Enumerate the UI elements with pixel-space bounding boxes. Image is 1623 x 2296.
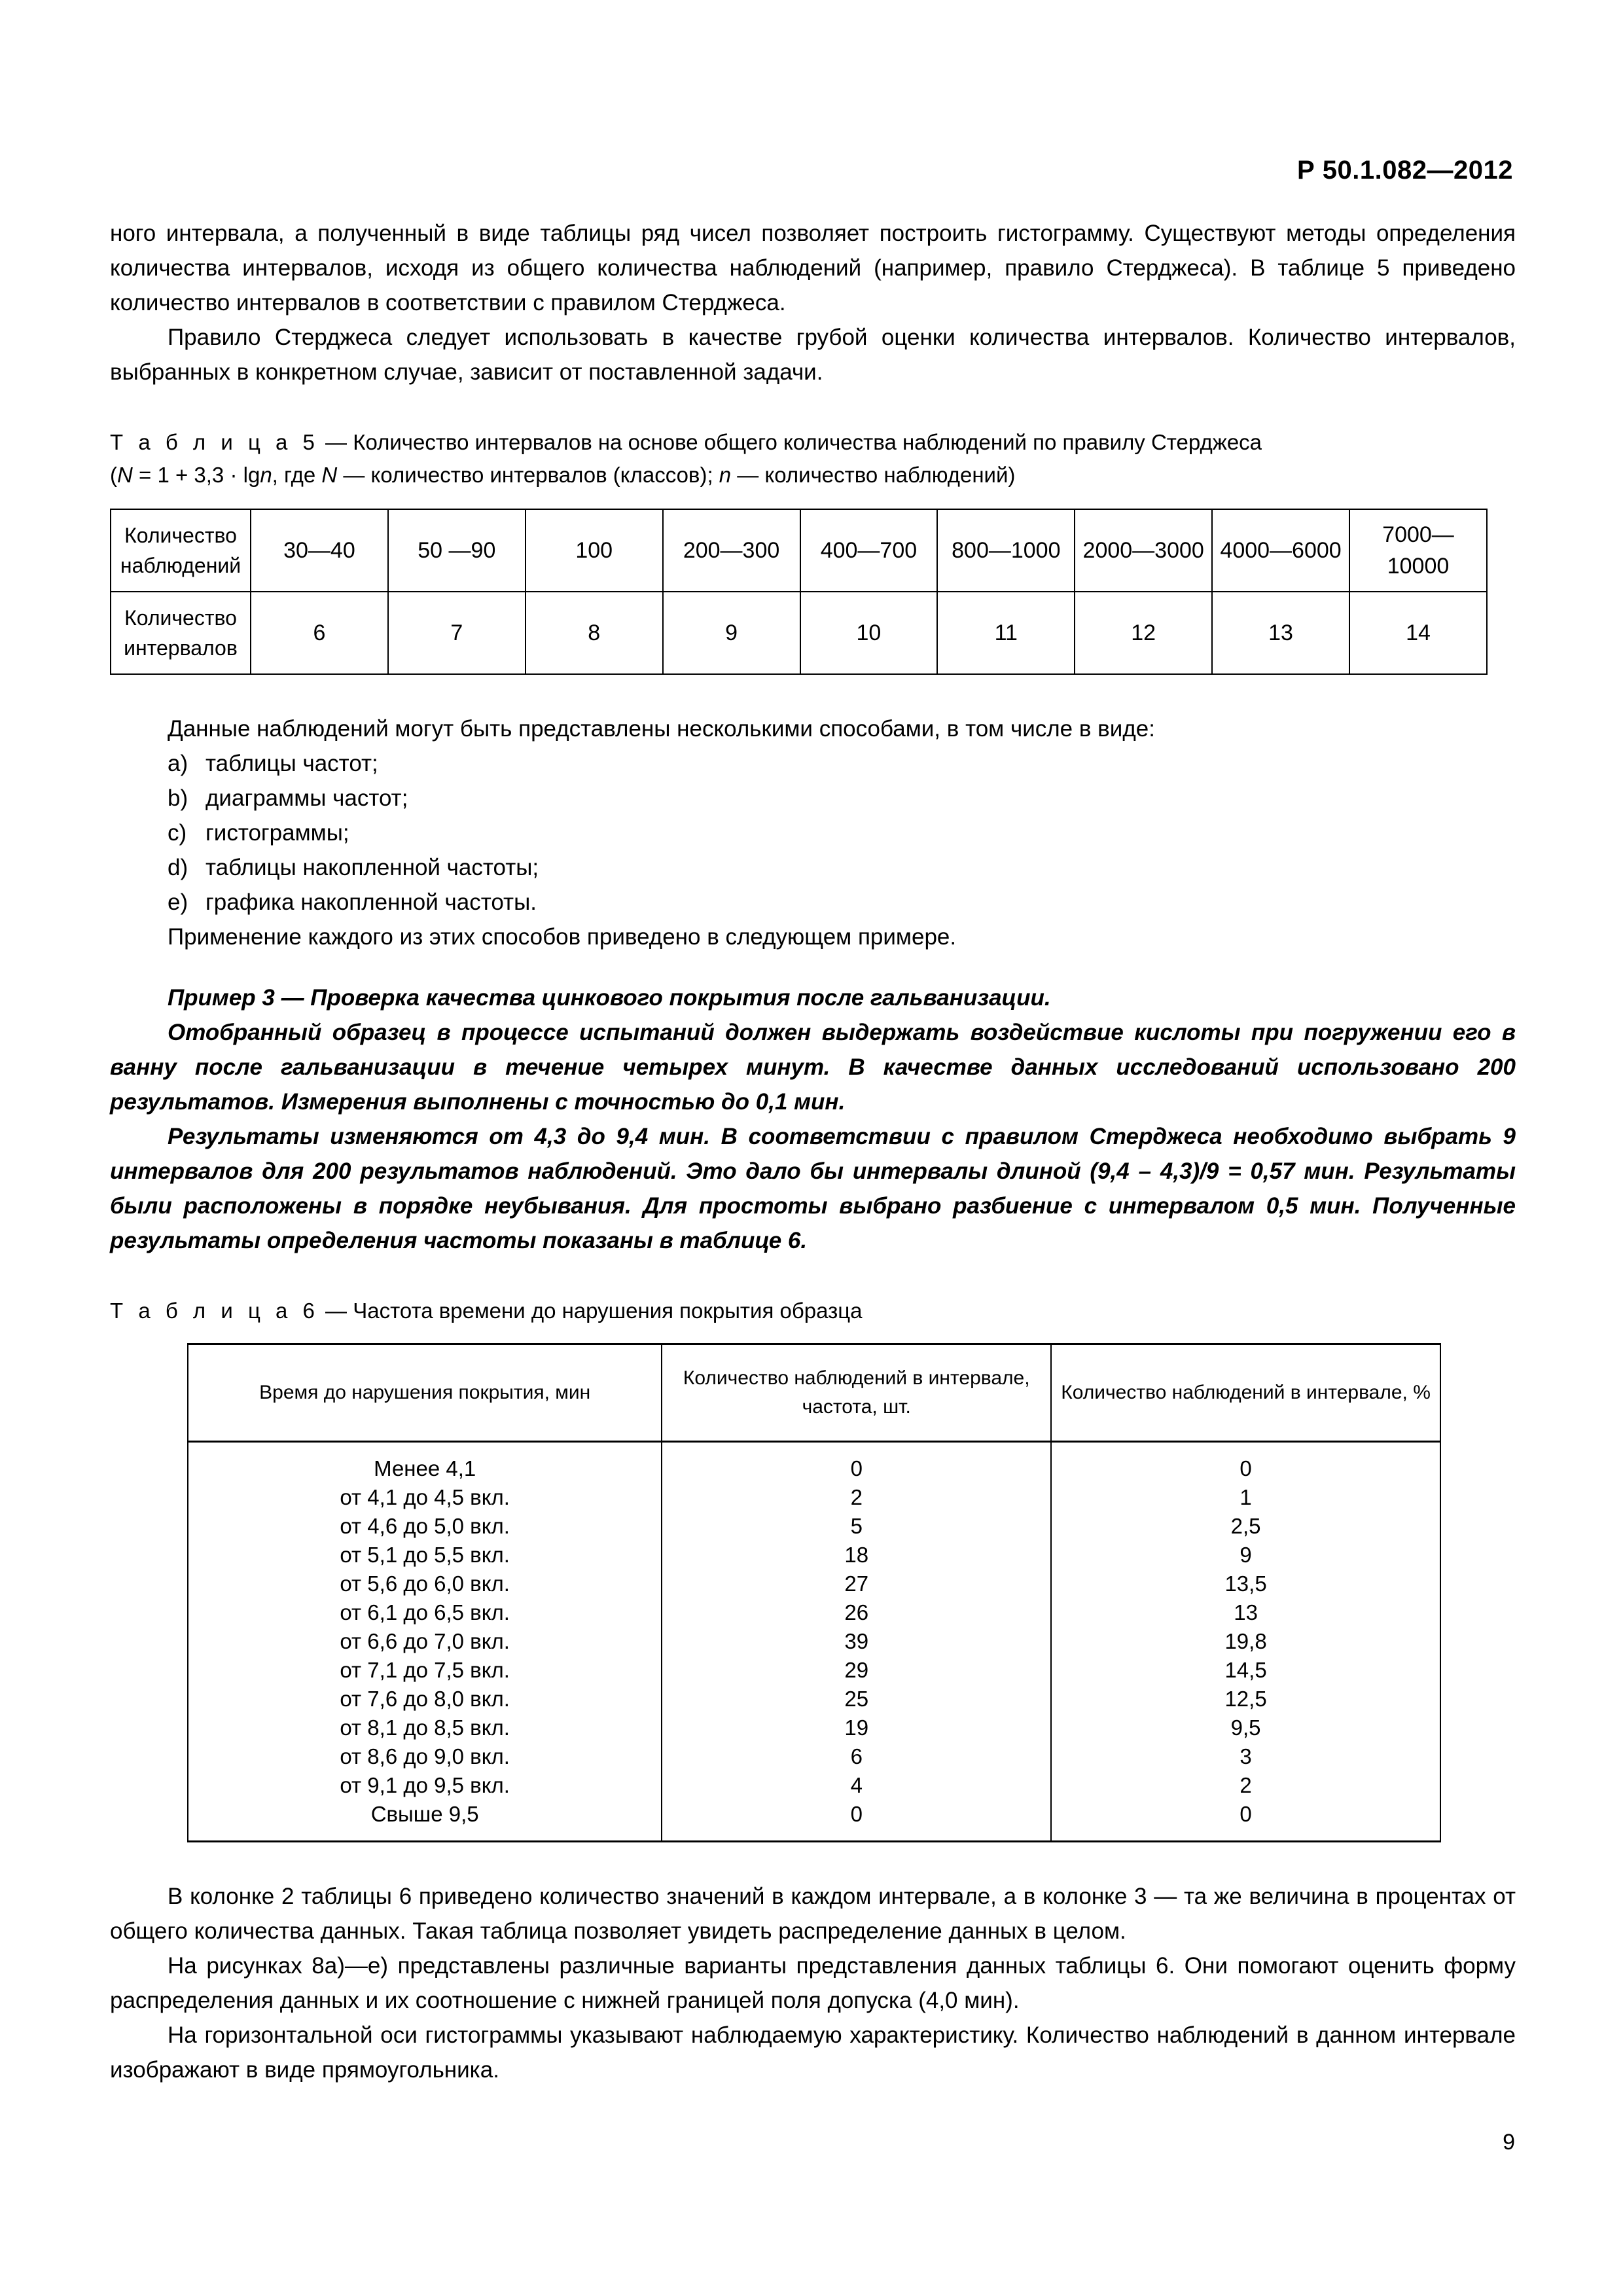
- example-paragraph-2: Результаты изменяются от 4,3 до 9,4 мин. В соответствии с правилом Стерджеса необходимо выбрать 9 интервалов для 200 результатов наблюдений. Это дало бы интервалы длиной (9,4 – 4,3)/9 = 0,57 мин. Результаты были расположены в порядке неубывания. Для простоты выбрано разбиение с интервалом 0,5 мин. Полученные результаты определения частоты показаны в таблице 6.: [110, 1124, 1516, 1253]
- formula-end: — количество наблюдений): [731, 463, 1016, 487]
- table5-cell-obs-4: 400—700: [800, 509, 938, 592]
- table5-cell-int-7: 13: [1212, 592, 1349, 674]
- table6-cell-percent: 0: [1051, 1800, 1440, 1842]
- table6-cell-count: 25: [662, 1685, 1051, 1713]
- table5-cell-int-4: 10: [800, 592, 938, 674]
- list-item-marker: d): [168, 855, 188, 880]
- table5-cell-obs-1: 50 —90: [388, 509, 526, 592]
- table6-cell-percent: 2,5: [1051, 1512, 1440, 1541]
- list-item-label: графика накопленной частоты.: [205, 889, 537, 915]
- table6-cell-interval: от 7,6 до 8,0 вкл.: [188, 1685, 662, 1713]
- table6-cell-interval: от 5,6 до 6,0 вкл.: [188, 1570, 662, 1598]
- table6-column-header-count: Количество наблюдений в интервале, частота, шт.: [662, 1344, 1051, 1442]
- table5-rowheader-intervals: Количество интервалов: [111, 592, 251, 674]
- table6: [187, 1343, 1441, 1842]
- table6-cell-interval: от 8,6 до 9,0 вкл.: [188, 1742, 662, 1771]
- paragraph-3: Данные наблюдений могут быть представлены несколькими способами, в том числе в виде:: [168, 716, 1155, 742]
- table5-cell-int-6: 12: [1075, 592, 1212, 674]
- table6-cell-interval: Свыше 9,5: [188, 1800, 662, 1842]
- table6-cell-percent: 9: [1051, 1541, 1440, 1570]
- table5-cell-int-8: 14: [1349, 592, 1487, 674]
- table-row: [188, 1771, 1440, 1800]
- formula-var-n-3: N: [321, 463, 338, 487]
- table6-column-header-interval: Время до нарушения покрытия, мин: [188, 1344, 662, 1442]
- table6-cell-interval: от 9,1 до 9,5 вкл.: [188, 1771, 662, 1800]
- table6-caption-dash: —: [319, 1299, 353, 1323]
- table5-cell-obs-3: 200—300: [663, 509, 800, 592]
- table5-cell-int-5: 11: [937, 592, 1075, 674]
- table6-cell-interval: от 5,1 до 5,5 вкл.: [188, 1541, 662, 1570]
- table-row: [188, 1598, 1440, 1627]
- table5: [110, 509, 1488, 675]
- table6-cell-percent: 2: [1051, 1771, 1440, 1800]
- example-title: Пример 3 — Проверка качества цинкового покрытия после гальванизации.: [168, 985, 1051, 1011]
- table-row: [188, 1442, 1440, 1484]
- table5-cell-obs-7: 4000—6000: [1212, 509, 1349, 592]
- table6-cell-interval: от 4,1 до 4,5 вкл.: [188, 1483, 662, 1512]
- formula-var-n-1: N: [117, 463, 133, 487]
- paragraph-4: Применение каждого из этих способов приведено в следующем примере.: [168, 924, 957, 950]
- paragraph-2: Правило Стерджеса следует использовать в качестве грубой оценки количества интервалов. Количество интервалов, выбранных в конкретном случае, зависит от поставленной задачи.: [110, 325, 1516, 385]
- example-paragraph-1: Отобранный образец в процессе испытаний должен выдержать воздействие кислоты при погружении его в ванну после гальванизации в течение четырех минут. В качестве данных исследований использовано 200 результатов. Измерения выполнены с точностью до 0,1 мин.: [110, 1020, 1516, 1115]
- list-item-marker: b): [168, 785, 188, 811]
- table6-cell-percent: 12,5: [1051, 1685, 1440, 1713]
- table5-caption-formula: [110, 459, 1516, 492]
- formula-open-paren: (: [110, 463, 117, 487]
- table5-wrapper: [110, 509, 1516, 675]
- table6-cell-count: 27: [662, 1570, 1051, 1598]
- table5-cell-int-0: 6: [251, 592, 388, 674]
- formula-var-n-4: n: [719, 463, 732, 487]
- table6-cell-percent: 13: [1051, 1598, 1440, 1627]
- table5-row-observations: [111, 509, 1487, 592]
- table6-cell-interval: от 8,1 до 8,5 вкл.: [188, 1713, 662, 1742]
- list-item: [110, 850, 1516, 885]
- table6-cell-count: 5: [662, 1512, 1051, 1541]
- table-row: [188, 1627, 1440, 1656]
- list-item-label: гистограммы;: [205, 820, 349, 846]
- table6-cell-count: 18: [662, 1541, 1051, 1570]
- table6-cell-interval: от 4,6 до 5,0 вкл.: [188, 1512, 662, 1541]
- page-number: 9: [1503, 2130, 1515, 2155]
- table6-body: [188, 1442, 1440, 1842]
- list-item: [110, 885, 1516, 920]
- table5-caption-label: Т а б л и ц а 5: [110, 430, 319, 454]
- table-row: [188, 1742, 1440, 1771]
- table5-cell-obs-0: 30—40: [251, 509, 388, 592]
- table-row: [188, 1541, 1440, 1570]
- table-row: [188, 1685, 1440, 1713]
- table-row: [188, 1483, 1440, 1512]
- table6-cell-percent: 13,5: [1051, 1570, 1440, 1598]
- paragraph-1: ного интервала, а полученный в виде таблицы ряд чисел позволяет построить гистограмму. Существуют методы определения количества интервалов, исходя из общего количества наблюдений (например, правило Стерджеса). В таблице 5 приведено количество интервалов в соответствии с правилом Стерджеса.: [110, 221, 1516, 315]
- table-row: [188, 1512, 1440, 1541]
- list-item-marker: e): [168, 889, 188, 915]
- table6-cell-interval: Менее 4,1: [188, 1442, 662, 1484]
- paragraph-5: В колонке 2 таблицы 6 приведено количество значений в каждом интервале, а в колонке 3 — та же величина в процентах от общего количества данных. Такая таблица позволяет увидеть распределение данных в целом.: [110, 1884, 1516, 1944]
- list-item: [110, 781, 1516, 816]
- table6-cell-percent: 0: [1051, 1442, 1440, 1484]
- table6-cell-count: 19: [662, 1713, 1051, 1742]
- table6-cell-count: 0: [662, 1442, 1051, 1484]
- table6-cell-interval: от 7,1 до 7,5 вкл.: [188, 1656, 662, 1685]
- list-item-marker: c): [168, 820, 187, 846]
- table6-caption-text: Частота времени до нарушения покрытия образца: [353, 1299, 863, 1323]
- formula-mid-2: , где: [272, 463, 322, 487]
- table6-wrapper: [187, 1343, 1441, 1842]
- table6-cell-count: 6: [662, 1742, 1051, 1771]
- formula-mid-1: = 1 + 3,3 · lg: [132, 463, 260, 487]
- table5-cell-int-3: 9: [663, 592, 800, 674]
- table6-cell-percent: 9,5: [1051, 1713, 1440, 1742]
- formula-var-n-2: n: [260, 463, 272, 487]
- list-item-label: таблицы частот;: [205, 751, 378, 776]
- list-item-marker: a): [168, 751, 188, 776]
- table6-cell-count: 2: [662, 1483, 1051, 1512]
- paragraph-7: На горизонтальной оси гистограммы указывают наблюдаемую характеристику. Количество наблюдений в данном интервале изображают в виде прямоугольника.: [110, 2022, 1516, 2083]
- formula-mid-3: — количество интервалов (классов);: [337, 463, 719, 487]
- table6-cell-count: 29: [662, 1656, 1051, 1685]
- table-row: [188, 1570, 1440, 1598]
- table5-cell-obs-2: 100: [526, 509, 663, 592]
- table6-cell-percent: 19,8: [1051, 1627, 1440, 1656]
- table6-cell-count: 26: [662, 1598, 1051, 1627]
- table5-caption-dash: —: [319, 430, 353, 454]
- list-item: [110, 746, 1516, 781]
- table-row: [188, 1800, 1440, 1842]
- table5-caption-text: Количество интервалов на основе общего количества наблюдений по правилу Стерджеса: [353, 430, 1262, 454]
- table-row: [188, 1656, 1440, 1685]
- table5-cell-obs-5: 800—1000: [937, 509, 1075, 592]
- representation-list: [110, 746, 1516, 920]
- table6-header-row: [188, 1344, 1440, 1442]
- table5-cell-int-1: 7: [388, 592, 526, 674]
- table6-caption-label: Т а б л и ц а 6: [110, 1299, 319, 1323]
- table6-cell-interval: от 6,6 до 7,0 вкл.: [188, 1627, 662, 1656]
- list-item-label: таблицы накопленной частоты;: [205, 855, 539, 880]
- table6-cell-percent: 3: [1051, 1742, 1440, 1771]
- paragraph-6: На рисунках 8а)—е) представлены различные варианты представления данных таблицы 6. Они помогают оценить форму распределения данных и их соотношение с нижней границей поля допуска (4,0 мин).: [110, 1953, 1516, 2013]
- table-row: [188, 1713, 1440, 1742]
- table6-column-header-percent: Количество наблюдений в интервале, %: [1051, 1344, 1440, 1442]
- table6-cell-percent: 1: [1051, 1483, 1440, 1512]
- table5-row-intervals: [111, 592, 1487, 674]
- list-item-label: диаграммы частот;: [205, 785, 408, 811]
- table6-cell-count: 39: [662, 1627, 1051, 1656]
- table5-rowheader-observations: Количество наблюдений: [111, 509, 251, 592]
- list-item: [110, 816, 1516, 850]
- table6-cell-count: 4: [662, 1771, 1051, 1800]
- table6-cell-count: 0: [662, 1800, 1051, 1842]
- document-header-code: Р 50.1.082—2012: [1297, 156, 1513, 185]
- table6-caption: [110, 1295, 1516, 1327]
- table5-cell-obs-8: 7000—10000: [1349, 509, 1487, 592]
- table5-cell-obs-6: 2000—3000: [1075, 509, 1212, 592]
- table6-cell-interval: от 6,1 до 6,5 вкл.: [188, 1598, 662, 1627]
- page-content: [110, 216, 1516, 2087]
- table5-caption: [110, 426, 1516, 459]
- table5-cell-int-2: 8: [526, 592, 663, 674]
- table6-cell-percent: 14,5: [1051, 1656, 1440, 1685]
